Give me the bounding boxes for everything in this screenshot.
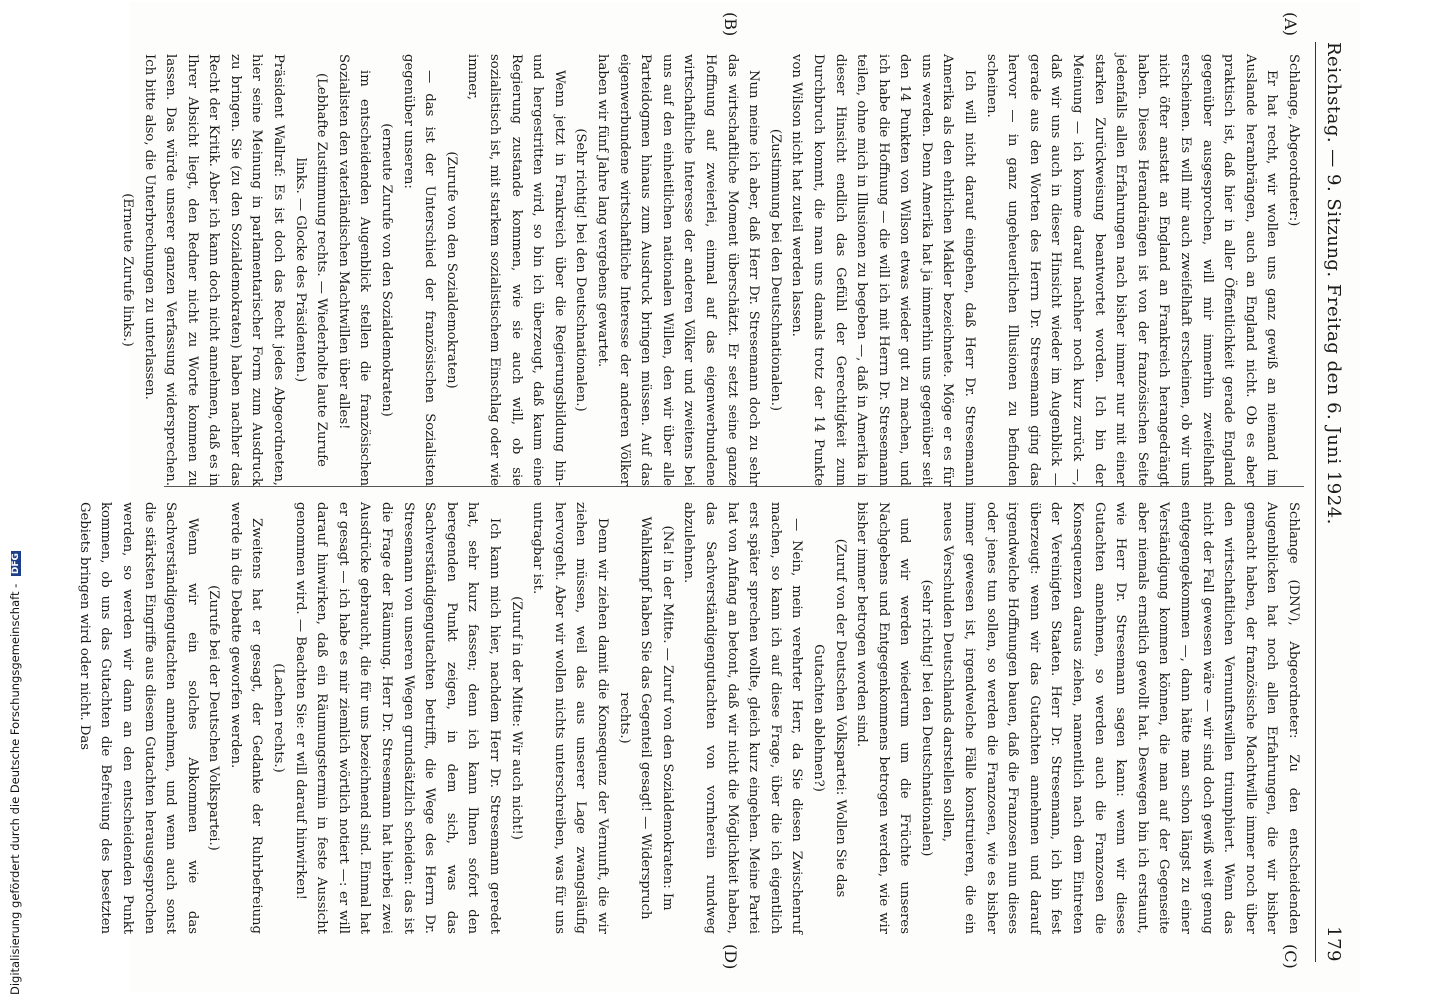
paragraph: — das ist der Unterschied der französischen Sozialisten gegenüber unseren: [400, 54, 438, 486]
margin-marker-b: (B) [721, 12, 740, 37]
paragraph: — Nein, mein verehrter Herr, da Sie diesen Zwischenruf machen, so kann ich auf diese Frage, über die ich eigentlich erst später sprechen wollte, gleich kurz eingehen. Meine Partei hat von Anfang an betont, daß wir nicht die Möglichkeit haben, das Sachverständigengutachten von vornherein rundweg abzulehnen. [681, 502, 805, 934]
paragraph: Ich kann mich hier, nachdem Herr Dr. Stresemann geredet hat, sehr kurz fassen; denn ich kann Ihnen sofort den beregenden Punkt zeigen, in dem sich, was das Sachverständigengutachten betrifft, die Wege des Herrn Dr. Stresemann von unseren Wegen grundsätzlich scheiden: das ist die Frage der Räumung. Herr Dr. Stresemann hat hierbei zwei Ausdrücke gebraucht, die für uns bezeichnend sind. Einmal hat er gesagt — ich habe es mir ziemlich wörtlich notiert —: er will darauf hinwirken, daß ein Räumungstermin in feste Aussicht genommen wird. — Beachten Sie: er will darauf hinwirken! [292, 502, 503, 934]
interjection: (Sehr richtig! bei den Deutschnationalen.) [573, 128, 589, 412]
column-divider [164, 486, 1304, 487]
paragraph: Zweitens hat er gesagt, der Gedanke der Ruhrbefreiung werde in die Debatte geworfen werden. [227, 502, 265, 934]
page-header-title: Reichstag. — 9. Sitzung. Freitag den 6. Juni 1924. [1323, 42, 1344, 525]
interjection: (Zuruf in der Mitte: Wir auch nicht!) [508, 596, 524, 840]
interjection: (Lachen rechts.) [271, 663, 287, 773]
margin-marker-a: (A) [1281, 12, 1300, 37]
paragraph: Wenn jetzt in Frankreich über die Regierungsbildung hin- und hergestritten wird, so bin ich überzeugt, daß kaum eine Regierung zustande kommen, wie sie auch will, ob sie sozialistisch ist, mit starkem sozialistischem Einschlag oder wie immer, [465, 54, 567, 486]
speaker-paragraph: Schlange, Abgeordneter:) [1286, 54, 1301, 227]
header-rule [1315, 42, 1316, 962]
margin-marker-d: (D) [721, 944, 740, 970]
digitization-credit [8, 551, 22, 995]
margin-marker-c: (C) [1281, 944, 1300, 969]
dfg-logo: DFG [10, 553, 21, 575]
paragraph: Er hat recht, wir wollen uns ganz gewiß an niemand im Auslande heranbrängen, auch an England nicht. Ob es aber praktisch ist, daß hier in aller Öffentlichkeit gerade England gegenüber ausgesprochen, will mir immerhin zweifelhaft erscheinen. Es will mir auch zweifelhaft erscheinen, ob wir uns nicht öfter anstatt an England an Frankreich herangedrängt haben. Dieses Herandrängen ist von der französischen Seite jedenfalls allen Erfahrungen nach bisher immer nur mit einer starken Zurückweisung beantwortet worden. Ich bin der Meinung — ich komme darauf nachher noch kurz zurück —, daß wir uns auch in dieser Hinsicht wieder im Augenblick — gerade aus den Worten des Herrn Dr. Stresemann ging das hervor — in ganz ungeheuerlichen Illusionen zu befinden scheinen. [983, 54, 1280, 486]
interjection: (Na! in der Mitte. — Zuruf von den Sozialdemokraten: Im Wahlkampf haben Sie das Gegenteil gesagt! — Widerspruch rechts.) [616, 516, 675, 920]
page-number: 179 [1323, 926, 1344, 962]
paragraph: Wenn wir ein solches Abkommen wie das Sachverständigengutachten annehmen, und wenn auch sonst die stärksten Eingriffe aus diesem Gutachten herausgesprochen werden, so werden wir dann an den entscheidenden Punkt kommen, ob uns das Gutachten die Befreiung des besetzten Gebiets bringen wird oder nicht. Das [76, 502, 200, 934]
paragraph: Nun meine ich aber, daß Herr Dr. Stresemann doch zu sehr das wirtschaftliche Moment überschätzt. Er setzt seine ganze Hoffnung auf zweierlei, einmal auf das eigenwerbundene wirtschaftliche Interesse der anderen Völker und zweitens bei uns auf den einheitlichen nationalen Willen, den wir über alle Parteidogmen hinaus zum Ausdruck bringen müssen. Auf das eigenwerbundene wirtschaftliche Interesse der anderen Völker haben wir fünf Jahre lang vergebens gewartet. [595, 54, 762, 486]
interjection: (Zurufe von den Sozialdemokraten) [443, 151, 459, 389]
speaker-paragraph: Schlange (DNV), Abgeordneter: Zu den entscheidenden Augenblicken hat noch allen Erfahrungen, die wir bisher gemacht haben, der französische Machtwille immer noch über den wirtschaftlichen Vernunftswillen triumphiert. Wenn das nicht der Fall gewesen wäre — wir sind doch gewiß weit genug entgegengekommen —, dann hätte man schon längst zu einer Verständigung kommen können, die man auf der Gegenseite aber niemals ernstlich gewollt hat. Deswegen bin ich erstaunt, wie Herr Dr. Stresemann sagen kann: wenn wir dieses Gutachten annehmen, so werden auch die Franzosen die Konsequenzen daraus ziehen, namentlich nach dem Eintreten der Vereinigten Staaten. Herr Dr. Stresemann, ich bin fest überzeugt: wenn wir das Gutachten annehmen und darauf irgendwelche Hoffnungen bauen, daß die Franzosen nun dieses oder jenes tun sollen, so werden die Franzosen, wie es bisher immer gewesen ist, irgendwelche Fälle konstruieren, die ein neues Verschulden Deutschlands darstellen sollen, [940, 502, 1301, 934]
paragraph: im entscheidenden Augenblick stellen die französischen Sozialisten den vaterländischen Machtwillen über alles! [335, 54, 373, 486]
paragraph: Ich will nicht darauf eingehen, daß Herr Dr. Stresemann Amerika als den ehrlichen Makler bezeichnete. Möge er es für uns werden. Denn Amerika hat ja immerhin uns gegenüber seit den 14 Punkten von Wilson etwas wieder gut zu machen, und ich habe die Hoffnung — die will ich mit Herrn Dr. Stresemann teilen, ohne mich in Illusionen zu begeben —, daß in Amerika in dieser Hinsicht endlich das Gefühl der Gerechtigkeit zum Durchbruch kommt, die man uns damals trotz der 14 Punkte von Wilson nicht hat zuteil werden lassen. [789, 54, 978, 486]
page-header [1318, 42, 1344, 962]
interjection: (Zustimmung bei den Deutschnationalen.) [767, 128, 783, 412]
rotated-page [76, 2, 1360, 992]
interjection: (Lebhafte Zustimmung rechts. — Wiederholte laute Zurufe links. — Glocke des Präsidenten.) [292, 73, 330, 467]
right-text-column [76, 502, 1304, 934]
interjection: (erneute Zurufe von den Sozialdemokraten) [379, 123, 395, 417]
interjection: (Erneute Zurufe links.) [119, 193, 135, 347]
paragraph: Denn wir ziehen damit die Konsequenz der Vernunft, die wir ziehen müssen, weil das aus unserer Lage zwangsläufig hervorgeht. Aber wir wollen nichts unterschreiben, was für uns untragbar ist. [530, 502, 610, 934]
digitization-credit-text: Digitalisierung gefördert durch die Deutsche Forschungsgemeinschaft - [8, 583, 22, 995]
digitization-strip [0, 0, 30, 1000]
interjection: (sehr richtig! bei den Deutschnationalen) [918, 579, 934, 857]
speaker-paragraph: Präsident Wallraf: Es ist doch das Recht jedes Abgeordneten, hier seine Meinung in parlamentarischer Form zum Ausdruck zu bringen. Sie (zu den Sozialdemokraten) haben nachher das Recht der Kritik. Aber ich kann doch nicht annehmen, daß es in Ihrer Absicht liegt, den Redner nicht zu Worte kommen zu lassen. Das würde unserer ganzen Verfassung widersprechen. Ich bitte also, die Unterbrechungen zu unterlassen. [141, 54, 287, 486]
left-text-column [119, 54, 1304, 486]
paragraph: und wir werden wiederum um die Früchte unseres Nachgebens und Entgegenkommens betrogen werden, wie wir bisher immer betrogen worden sind. [854, 502, 913, 934]
interjection: (Zurufe bei der Deutschen Volkspartei.) [206, 585, 222, 851]
interjection: (Zuruf von der Deutschen Volkspartei: Wollen Sie das Gutachten ablehnen?) [810, 538, 848, 898]
